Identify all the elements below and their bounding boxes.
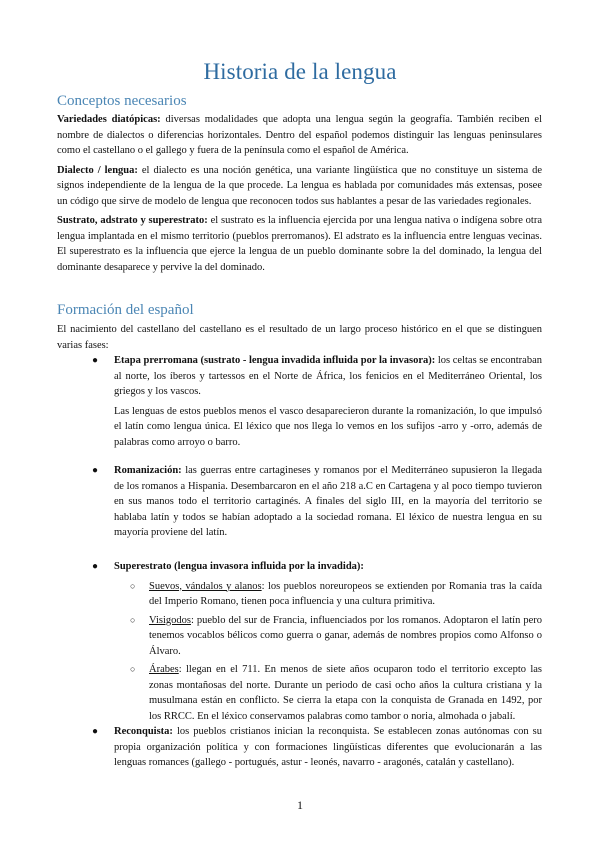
paragraph-prerromana-extra: Las lenguas de estos pueblos menos el vasco desaparecieron durante la romanización, lo que impulsó el latín como lengua única. El léxico que nos llega lo vemos en los sufijos -arro y -orro, además de palabras como arroyo o barro. <box>114 405 542 448</box>
section-heading-formacion: Formación del español <box>57 302 194 318</box>
bullet-dot-icon: ● <box>92 465 99 476</box>
term-superestrato: Superestrato (lengua invasora influida por la invadida): <box>114 561 364 572</box>
section-heading-conceptos: Conceptos necesarios <box>57 93 187 109</box>
list-item-romanizacion <box>57 463 542 545</box>
list-item-body <box>114 724 542 771</box>
term-arabes: Árabes <box>149 664 179 675</box>
text-dialecto: el dialecto es una noción genética, una variante lingüística que no constituye un sistema de signos independiente de la lengua de la que procede. La lengua es hablada por comunidades más extensas, posee un código que sirve de modelo de lengua que reconocen todos sus hablantes a pesar de las variedades regionales. <box>57 164 543 207</box>
term-visigodos: Visigodos <box>149 614 191 626</box>
paragraph-intro: El nacimiento del castellano del castellano es el resultado de un largo proceso histórico en el que se distinguen varias fases: <box>57 324 542 351</box>
paragraph-prerromana <box>114 353 542 400</box>
list-item-superestrato <box>57 559 542 727</box>
text-romanizacion: las guerras entre cartagineses y romanos por el Mediterráneo supusieron la llegada de los romanos a Hispania. Desembarcaron en el año 218 a.C en Cartagena y al poco tiempo tuvieron en sus manos todo el territorio cartaginés. A finales del siglo III, en la mayoría del territorio se hablaba latín y todos se habían adoptado a la sociedad romana. El léxico de nuestra lengua en su mayoría proviene del latín. <box>114 465 542 538</box>
term-variedades: Variedades diatópicas: <box>57 114 161 125</box>
term-suevos: Suevos, vándalos y alanos <box>149 580 262 592</box>
list-item-prerromana <box>57 353 542 454</box>
bullet-dot-icon: ● <box>92 561 99 572</box>
circle-bullet-icon: ○ <box>130 580 136 591</box>
term-prerromana: Etapa prerromana (sustrato - lengua invadida influida por la invasora): <box>114 355 436 366</box>
circle-bullet-icon: ○ <box>130 614 136 625</box>
circle-bullet-icon: ○ <box>130 664 136 674</box>
text-sustrato: el sustrato es la influencia ejercida por una lengua nativa o indígena sobre otra lengua implantada en el mismo territorio (pueblos prerromanos). El adstrato es la influencia entre lenguas vecinas. El superestrato es la influencia que ejerce la lengua de un pueblo dominante sobre la del dominado, la lengua del dominante desaparece y pervive la del dominado. <box>57 215 542 273</box>
term-dialecto: Dialecto / lengua: <box>57 164 138 176</box>
term-sustrato: Sustrato, adstrato y superestrato: <box>57 215 208 226</box>
text-visigodos: : pueblo del sur de Francia, influenciados por los romanos. Adoptaron el latín pero tenemos vocablos bélicos como guerra o ganar, además de nombres propios como Alfonso o Álvaro. <box>149 614 542 657</box>
text-suevos: : los pueblos noreuropeos se extienden por Romania tras la caída del Imperio Romano, tienen poca influencia y una cultura primitiva. <box>149 580 542 607</box>
sublist-item-arabes <box>130 662 542 724</box>
list-item-body <box>114 463 542 541</box>
section-conceptos-body <box>57 112 542 279</box>
term-romanizacion: Romanización: <box>114 465 182 476</box>
list-item-reconquista <box>57 724 542 775</box>
text-arabes: : llegan en el 711. En menos de siete años ocuparon todo el territorio excepto las zonas montañosas del norte. Durante un periodo de casi ocho años la cultura cristiana y la musulmana están en conflicto. Se cierra la etapa con la conquista de Granada en 1492, por los RRCC. En el léxico conservamos palabras como tambor o noria, almohada o jabalí. <box>149 664 542 722</box>
text-variedades: diversas modalidades que adopta una lengua según la geografía. También reciben el nombre de dialectos o diferencias horizontales. Dentro del español podemos distinguir las lenguas peninsulares como el castellano o el gallego y fuera de la península como el español de América. <box>57 114 542 156</box>
page-number: 1 <box>297 798 303 812</box>
list-item-body <box>114 559 542 724</box>
text-prerromana: los celtas se encontraban al norte, los íberos y tartessos en el Norte de África, los fenicios en el Mediterráneo Oriental, los griegos y los vascos. <box>114 355 542 397</box>
paragraph-superestrato <box>114 559 542 575</box>
sublist-item-visigodos <box>130 613 542 660</box>
term-reconquista: Reconquista: <box>114 726 173 737</box>
paragraph-romanizacion <box>114 463 542 541</box>
paragraph-sustrato <box>57 213 542 275</box>
bullet-dot-icon: ● <box>92 355 99 366</box>
paragraph-dialecto <box>57 163 542 210</box>
sublist-item-suevos <box>130 579 542 610</box>
list-item-body <box>114 353 542 450</box>
bullet-dot-icon: ● <box>92 726 99 737</box>
paragraph-reconquista <box>114 724 542 771</box>
text-reconquista: los pueblos cristianos inician la reconquista. Se establecen zonas autónomas con su propia organización política y con formaciones lingüísticas diferentes que evolucionarán a las lenguas romances (gallego - portugués, astur - leonés, navarro - aragonés, catalán y castellano). <box>114 726 542 768</box>
section-formacion-intro <box>57 322 542 357</box>
page-title: Historia de la lengua <box>203 59 397 84</box>
paragraph-variedades <box>57 112 542 159</box>
